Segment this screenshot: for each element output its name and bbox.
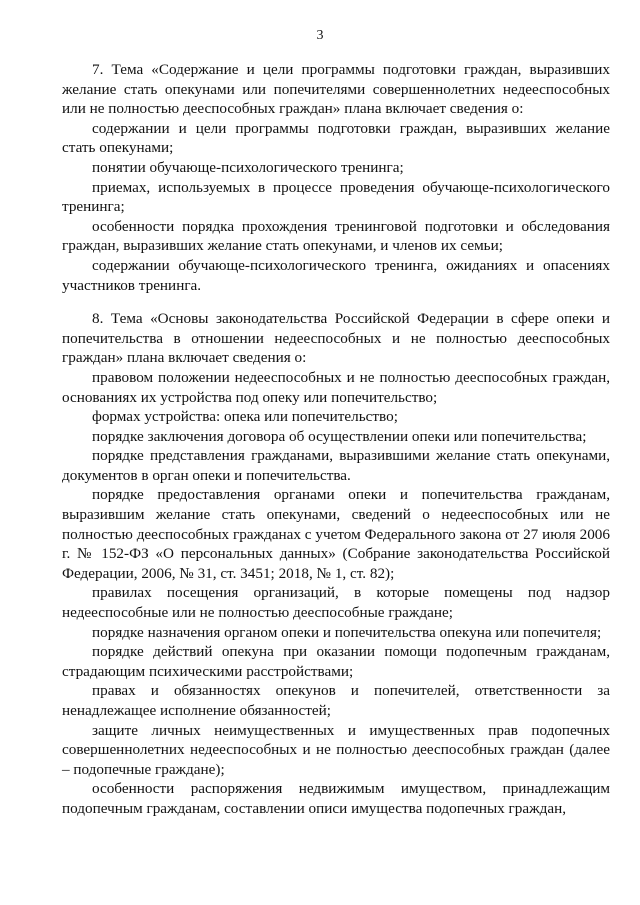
section-7-item: понятии обучающе-психологического тренинга; <box>92 158 404 176</box>
section-7-item: особенности порядка прохождения тренинговой подготовки и обследования граждан, выразивших желание стать опекунами, и членов их семьи; <box>62 217 610 255</box>
section-8-item: порядке назначения органом опеки и попечительства опекуна или попечителя; <box>92 623 602 641</box>
section-8-heading: 8. Тема «Основы законодательства Российской Федерации в сфере опеки и попечительства в отношении недееспособных и не полностью дееспособных граждан» плана включает сведения о: <box>62 310 610 367</box>
section-8-item: особенности распоряжения недвижимым имуществом, принадлежащим подопечным гражданам, составлении описи имущества подопечных граждан, <box>62 780 610 817</box>
section-8-item: правовом положении недееспособных и не полностью дееспособных граждан, основаниях их устройства под опеку или попечительство; <box>62 368 610 406</box>
section-8-item: порядке заключения договора об осуществлении опеки или попечительства; <box>92 427 587 445</box>
section-8-item: защите личных неимущественных и имущественных прав подопечных совершеннолетних недееспособных и не полностью дееспособных граждан (далее – подопечные граждане); <box>62 721 610 778</box>
section-7-item: приемах, используемых в процессе проведения обучающе-психологического тренинга; <box>62 178 610 216</box>
section-8-item: порядке предоставления органами опеки и попечительства гражданам, выразившим желание стать опекунами, сведений о недееспособных или не полностью дееспособных гражданах с учетом Федерального закона от 27 июля 2006 г. № 152-ФЗ «О персональных данных» (Собрание законодательства Российской Федерации, 2006, № 31, ст. 3451; 2018, № 1, ст. 82); <box>62 486 610 582</box>
section-7-item: содержании обучающе-психологического тренинга, ожиданиях и опасениях участников тренинга. <box>62 256 610 294</box>
page-number: 3 <box>316 28 324 43</box>
section-8-item: порядке представления гражданами, выразившими желание стать опекунами, документов в орган опеки и попечительства. <box>62 447 610 484</box>
section-8-item: правилах посещения организаций, в которые помещены под надзор недееспособные или не полностью дееспособные граждане; <box>62 584 610 622</box>
section-7-heading: 7. Тема «Содержание и цели программы подготовки граждан, выразивших желание стать опекунами или попечителями совершеннолетних недееспособных или не полностью дееспособных граждан» плана включает сведения о: <box>62 61 610 118</box>
section-7-item: содержании и цели программы подготовки граждан, выразивших желание стать опекунами; <box>62 119 610 157</box>
section-divider-space <box>62 295 610 309</box>
document-body <box>62 60 610 819</box>
section-8-item: правах и обязанностях опекунов и попечителей, ответственности за ненадлежащее исполнение обязанностей; <box>62 682 610 719</box>
section-8-item: порядке действий опекуна при оказании помощи подопечным гражданам, страдающим психическими расстройствами; <box>62 643 610 680</box>
section-8-item: формах устройства: опека или попечительство; <box>92 408 398 426</box>
